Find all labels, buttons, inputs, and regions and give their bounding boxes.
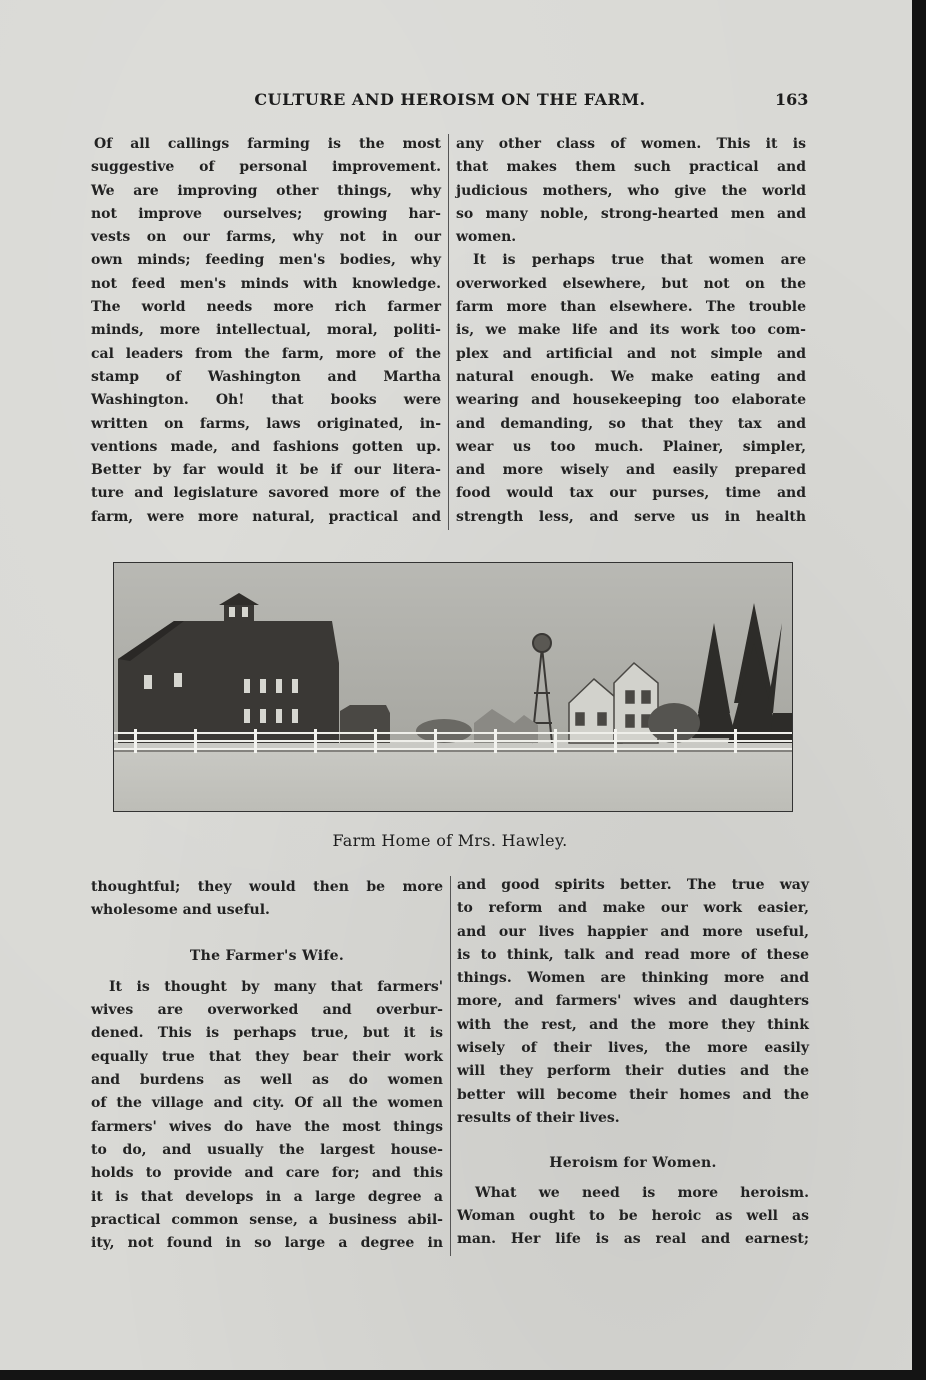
text-line: man. Her life is as real and earnest; (457, 1231, 809, 1248)
page-number: 163 (775, 90, 809, 109)
text-line: with the rest, and the more they think (457, 1016, 809, 1033)
text-line: so many noble, strong-hearted men and (456, 205, 806, 222)
text-line: wholesome and useful. (91, 902, 270, 919)
text-line: food would tax our purses, time and (456, 485, 806, 502)
section-heading-heroism-for-women: Heroism for Women. (549, 1155, 717, 1172)
text-line: not improve ourselves; growing har- (91, 205, 441, 222)
text-line: written on farms, laws originated, in- (91, 415, 441, 432)
text-line: more, and farmers' wives and daughters (457, 993, 809, 1010)
section-heading-farmers-wife: The Farmer's Wife. (189, 947, 345, 964)
text-line: It is thought by many that farmers' (109, 978, 443, 995)
text-line: ture and legislature savored more of the (91, 485, 441, 502)
text-line: better will become their homes and the (457, 1086, 809, 1103)
text-line: of the village and city. Of all the women (91, 1095, 443, 1112)
text-line: is to think, talk and read more of these (457, 946, 809, 963)
text-line: any other class of women. This it is (456, 136, 806, 152)
text-line: farm, were more natural, practical and (91, 508, 441, 525)
text-line: and good spirits better. The true way (457, 877, 809, 893)
text-line: that makes them such practical and (456, 159, 806, 176)
text-line: wear us too much. Plainer, simpler, (456, 438, 806, 455)
text-line: dened. This is perhaps true, but it is (91, 1025, 443, 1042)
text-line: vests on our farms, why not in our (91, 229, 441, 246)
text-line: suggestive of personal improvement. (91, 159, 441, 176)
running-head-title: CULTURE AND HEROISM ON THE FARM. (254, 90, 646, 109)
text-line: ity, not found in so large a degree in (91, 1235, 443, 1252)
text-line: farm more than elsewhere. The trouble (456, 299, 806, 316)
text-line: strength less, and serve us in health (456, 508, 806, 525)
text-line: Of all callings farming is the most (94, 136, 441, 152)
text-line: will they perform their duties and the (457, 1063, 809, 1080)
text-line: minds, more intellectual, moral, politi- (91, 322, 441, 339)
figure-caption: Farm Home of Mrs. Hawley. (332, 831, 568, 850)
scan-border-right (912, 0, 926, 1380)
text-line: judicious mothers, who give the world (456, 182, 806, 199)
text-line: Woman ought to be heroic as well as (457, 1207, 809, 1224)
column-rule (448, 134, 449, 530)
text-line: farmers' wives do have the most things (91, 1118, 443, 1135)
text-line: thoughtful; they would then be more (91, 879, 443, 895)
text-line: wisely of their lives, the more easily (457, 1040, 809, 1057)
text-line: Better by far would it be if our litera- (91, 462, 441, 479)
text-line: and our lives happier and more useful, (457, 923, 809, 940)
column-top-right (456, 133, 806, 529)
text-line: and burdens as well as do women (91, 1072, 443, 1089)
text-line: women. (456, 229, 517, 246)
text-line: overworked elsewhere, but not on the (456, 275, 806, 292)
text-line: The world needs more rich farmer (91, 299, 441, 316)
text-line: wives are overworked and overbur- (91, 1002, 443, 1019)
column-rule (450, 876, 451, 1256)
scan-border-bottom (0, 1370, 926, 1380)
text-line: it is that develops in a large degree a (91, 1188, 443, 1205)
text-line: wearing and housekeeping too elaborate (456, 392, 806, 409)
farm-home-photograph (113, 562, 793, 812)
text-line: We are improving other things, why (91, 182, 441, 199)
text-line: What we need is more heroism. (475, 1184, 809, 1201)
column-bottom-left (91, 876, 443, 1255)
text-line: equally true that they bear their work (91, 1048, 443, 1065)
text-line: practical common sense, a business abil- (91, 1211, 443, 1228)
text-line: It is perhaps true that women are (473, 252, 806, 269)
text-line: not feed men's minds with knowledge. (91, 275, 441, 292)
column-top-left (91, 133, 441, 529)
text-line: holds to provide and care for; and this (91, 1165, 443, 1182)
text-line: results of their lives. (457, 1109, 620, 1126)
text-line: things. Women are thinking more and (457, 970, 809, 987)
text-line: plex and artificial and not simple and (456, 345, 806, 362)
text-line: Washington. Oh! that books were (91, 392, 441, 409)
text-line: to do, and usually the largest house- (91, 1141, 443, 1158)
text-line: own minds; feeding men's bodies, why (91, 252, 441, 269)
column-bottom-right (457, 874, 809, 1251)
text-line: natural enough. We make eating and (456, 368, 806, 385)
text-line: and more wisely and easily prepared (456, 462, 806, 479)
shed (340, 705, 390, 743)
text-line: and demanding, so that they tax and (456, 415, 806, 432)
text-line: to reform and make our work easier, (457, 900, 809, 917)
text-line: ventions made, and fashions gotten up. (91, 438, 441, 455)
text-line: cal leaders from the farm, more of the (91, 345, 441, 362)
text-line: stamp of Washington and Martha (91, 368, 441, 385)
text-line: is, we make life and its work too com- (456, 322, 806, 339)
